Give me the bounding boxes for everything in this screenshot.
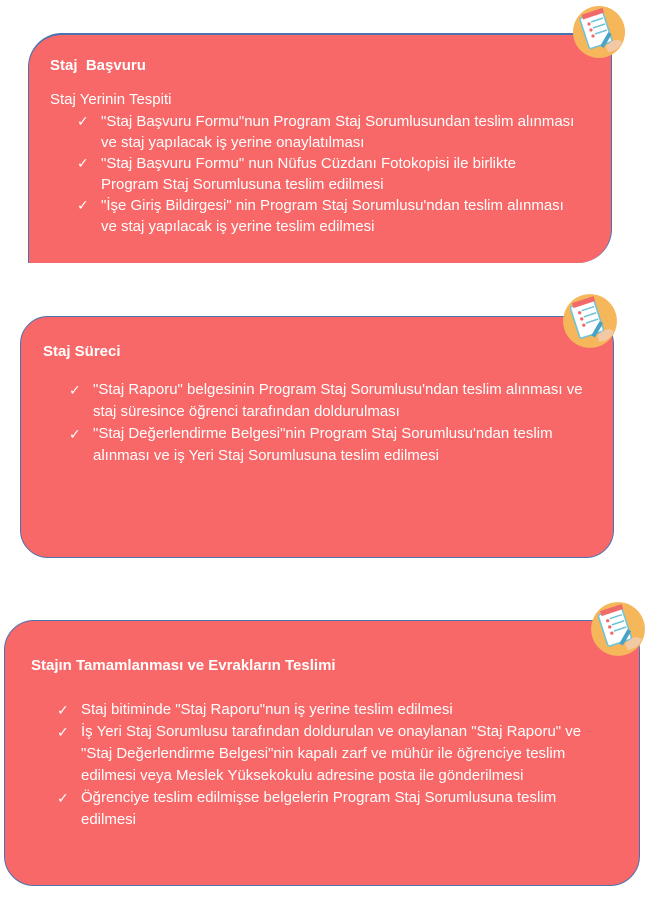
section-staj-sureci bbox=[20, 316, 614, 558]
check-icon: ✓ bbox=[69, 382, 81, 398]
check-icon: ✓ bbox=[77, 113, 89, 129]
clipboard-checklist-icon bbox=[570, 2, 628, 60]
list-item bbox=[75, 111, 575, 153]
section-subtitle: Staj Yerinin Tespiti bbox=[50, 91, 172, 108]
section-title: Staj Süreci bbox=[43, 343, 121, 360]
section-staj-tamamlanmasi bbox=[4, 620, 640, 886]
section-title: Staj Başvuru bbox=[50, 57, 146, 74]
list-item bbox=[55, 787, 615, 831]
checklist bbox=[67, 379, 587, 467]
check-icon: ✓ bbox=[57, 724, 69, 740]
list-item-text: "Staj Raporu" belgesinin Program Staj Sorumlusu'ndan teslim alınması ve staj süresince öğrenci tarafından doldurulması bbox=[93, 381, 583, 420]
list-item-text: "Staj Başvuru Formu"nun Program Staj Sorumlusundan teslim alınması ve staj yapılacak iş yerine onaylatılması bbox=[101, 113, 575, 151]
list-item-text: "Staj Değerlendirme Belgesi"nin Program Staj Sorumlusu'ndan teslim alınması ve iş Yeri Staj Sorumlusuna teslim edilmesi bbox=[93, 425, 553, 464]
list-item bbox=[55, 699, 615, 721]
list-item-text: Öğrenciye teslim edilmişse belgelerin Program Staj Sorumlusuna teslim edilmesi bbox=[81, 789, 557, 828]
check-icon: ✓ bbox=[57, 702, 69, 718]
list-item-text: İş Yeri Staj Sorumlusu tarafından doldurulan ve onaylanan "Staj Raporu" ve "Staj Değerlendirme Belgesi"nin kapalı zarf ve mühür ile öğrenciye teslim edilmesi veya Meslek Yüksekokulu adresine posta ile gönderilmesi bbox=[81, 723, 582, 784]
check-icon: ✓ bbox=[57, 790, 69, 806]
check-icon: ✓ bbox=[77, 197, 89, 213]
list-item-text: "Staj Başvuru Formu" nun Nüfus Cüzdanı Fotokopisi ile birlikte Program Staj Sorumlusuna teslim edilmesi bbox=[101, 155, 516, 193]
clipboard-checklist-icon bbox=[588, 598, 648, 658]
clipboard-checklist-icon bbox=[560, 290, 620, 350]
list-item bbox=[67, 379, 587, 423]
checklist bbox=[55, 699, 615, 831]
list-item-text: Staj bitiminde "Staj Raporu"nun iş yerine teslim edilmesi bbox=[81, 701, 453, 718]
check-icon: ✓ bbox=[69, 426, 81, 442]
list-item-text: "İşe Giriş Bildirgesi" nin Program Staj Sorumlusu'ndan teslim alınması ve staj yapılacak iş yerine teslim edilmesi bbox=[101, 197, 564, 235]
list-item bbox=[75, 153, 575, 195]
list-item bbox=[55, 721, 615, 787]
checklist bbox=[75, 111, 575, 237]
section-staj-basvuru bbox=[28, 33, 612, 263]
section-title: Stajın Tamamlanması ve Evrakların Teslimi bbox=[31, 657, 336, 674]
check-icon: ✓ bbox=[77, 155, 89, 171]
list-item bbox=[67, 423, 587, 467]
list-item bbox=[75, 195, 575, 237]
